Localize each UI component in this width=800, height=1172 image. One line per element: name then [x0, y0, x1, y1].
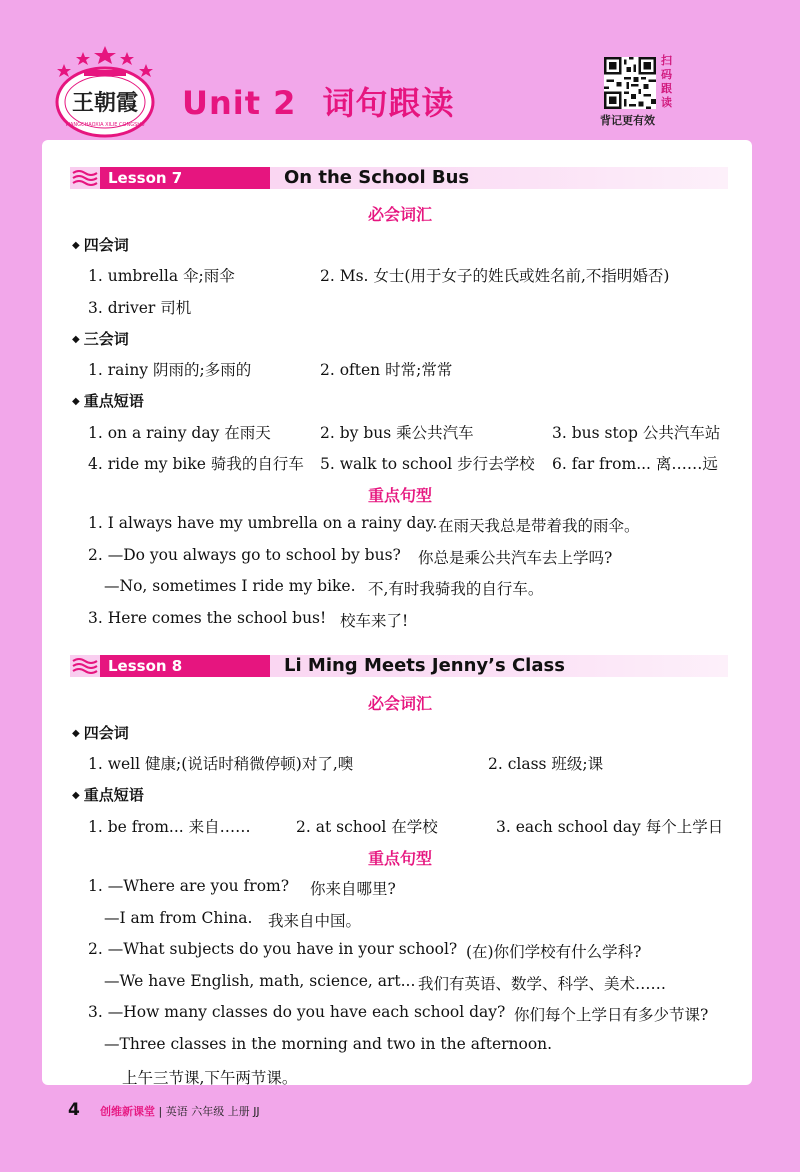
- phrase-item: 4. ride my bike 骑我的自行车: [88, 455, 304, 473]
- sentence-heading: 重点句型: [367, 486, 432, 505]
- word-item: 2. often 时常;常常: [320, 361, 453, 379]
- four-skill-words-heading: ◆ 四会词: [72, 722, 129, 743]
- lesson-8-title: Li Ming Meets Jenny’s Class: [284, 655, 565, 676]
- word-item: 1. well 健康;(说话时稍微停顿)对了,噢: [88, 755, 354, 773]
- vocab-heading: 必会词汇: [367, 205, 432, 224]
- key-phrases-heading: ◆ 重点短语: [72, 390, 144, 411]
- phrase-item: 3. each school day 每个上学日: [496, 818, 724, 836]
- qr-side-label: 扫码跟读: [661, 54, 672, 109]
- lesson-7-title: On the School Bus: [284, 167, 470, 188]
- sentence-en: 2. —Do you always go to school by bus?: [88, 546, 401, 564]
- lesson-7-bar: [70, 167, 728, 189]
- footer-book-info: 英语 六年级 上册 JJ: [165, 1105, 260, 1118]
- unit-title: [182, 78, 454, 124]
- sentence-zh: 我来自中国。: [268, 912, 362, 930]
- page-number: 4: [68, 1100, 80, 1120]
- lesson-7-badge: Lesson 7: [100, 167, 270, 189]
- sentence-en: —No, sometimes I ride my bike.: [104, 577, 356, 595]
- sentence-en: —I am from China.: [104, 909, 253, 927]
- key-phrases-heading: ◆ 重点短语: [72, 784, 144, 805]
- sentence-zh: 你总是乘公共汽车去上学吗?: [418, 549, 613, 567]
- sentence-en: —Three classes in the morning and two in the afternoon.: [104, 1035, 553, 1053]
- qr-caption: 背记更有效: [600, 114, 655, 127]
- sentence-zh: 我们有英语、数学、科学、美术……: [418, 975, 667, 993]
- word-item: 1. rainy 阴雨的;多雨的: [88, 361, 252, 379]
- three-skill-words-heading: ◆ 三会词: [72, 328, 129, 349]
- unit-number: Unit 2: [182, 84, 297, 122]
- phrase-item: 2. at school 在学校: [296, 818, 438, 836]
- sentence-zh: (在)你们学校有什么学科?: [466, 943, 642, 961]
- word-item: 2. class 班级;课: [488, 755, 604, 773]
- sentence-en: 1. —Where are you from?: [88, 877, 290, 895]
- lesson-8-badge: Lesson 8: [100, 655, 270, 677]
- wave-icon: [72, 168, 98, 188]
- phrase-item: 6. far from... 离……远: [552, 455, 718, 473]
- word-item: 1. umbrella 伞;雨伞: [88, 267, 235, 285]
- svg-text:王朝霞: 王朝霞: [71, 91, 139, 116]
- word-item: 2. Ms. 女士(用于女子的姓氏或姓名前,不指明婚否): [320, 267, 670, 285]
- phrase-item: 5. walk to school 步行去学校: [320, 455, 535, 473]
- sentence-zh: 你们每个上学日有多少节课?: [514, 1006, 709, 1024]
- sentence-en: 1. I always have my umbrella on a rainy day.: [88, 514, 438, 532]
- word-item: 3. driver 司机: [88, 299, 192, 317]
- wave-icon: [72, 656, 98, 676]
- sentence-zh: 不,有时我骑我的自行车。: [368, 580, 544, 598]
- sentence-en: —We have English, math, science, art...: [104, 972, 416, 990]
- footer-info: 创维新课堂 | 英语 六年级 上册 JJ: [100, 1105, 260, 1118]
- qr-code-icon[interactable]: [604, 57, 656, 109]
- wangchaoxia-logo: [50, 42, 160, 138]
- phrase-item: 2. by bus 乘公共汽车: [320, 424, 474, 442]
- sentence-en: 3. —How many classes do you have each school day?: [88, 1003, 506, 1021]
- phrase-item: 1. on a rainy day 在雨天: [88, 424, 271, 442]
- footer-brand: 创维新课堂: [100, 1105, 155, 1118]
- sentence-heading: 重点句型: [367, 849, 432, 868]
- lesson-8-bar: [70, 655, 728, 677]
- sentence-zh: 你来自哪里?: [310, 880, 396, 898]
- sentence-en: 3. Here comes the school bus!: [88, 609, 327, 627]
- phrase-item: 1. be from... 来自……: [88, 818, 251, 836]
- vocab-heading: 必会词汇: [367, 694, 432, 713]
- sentence-en: 2. —What subjects do you have in your school?: [88, 940, 458, 958]
- four-skill-words-heading: ◆ 四会词: [72, 234, 129, 255]
- sentence-zh: 上午三节课,下午两节课。: [122, 1069, 298, 1087]
- unit-subtitle: 词句跟读: [322, 84, 455, 122]
- sentence-zh: 在雨天我总是带着我的雨伞。: [438, 517, 640, 535]
- svg-text:WANGCHAOXIA XILIE CONGSHU: WANGCHAOXIA XILIE CONGSHU: [65, 122, 145, 128]
- phrase-item: 3. bus stop 公共汽车站: [552, 424, 721, 442]
- sentence-zh: 校车来了!: [340, 612, 409, 630]
